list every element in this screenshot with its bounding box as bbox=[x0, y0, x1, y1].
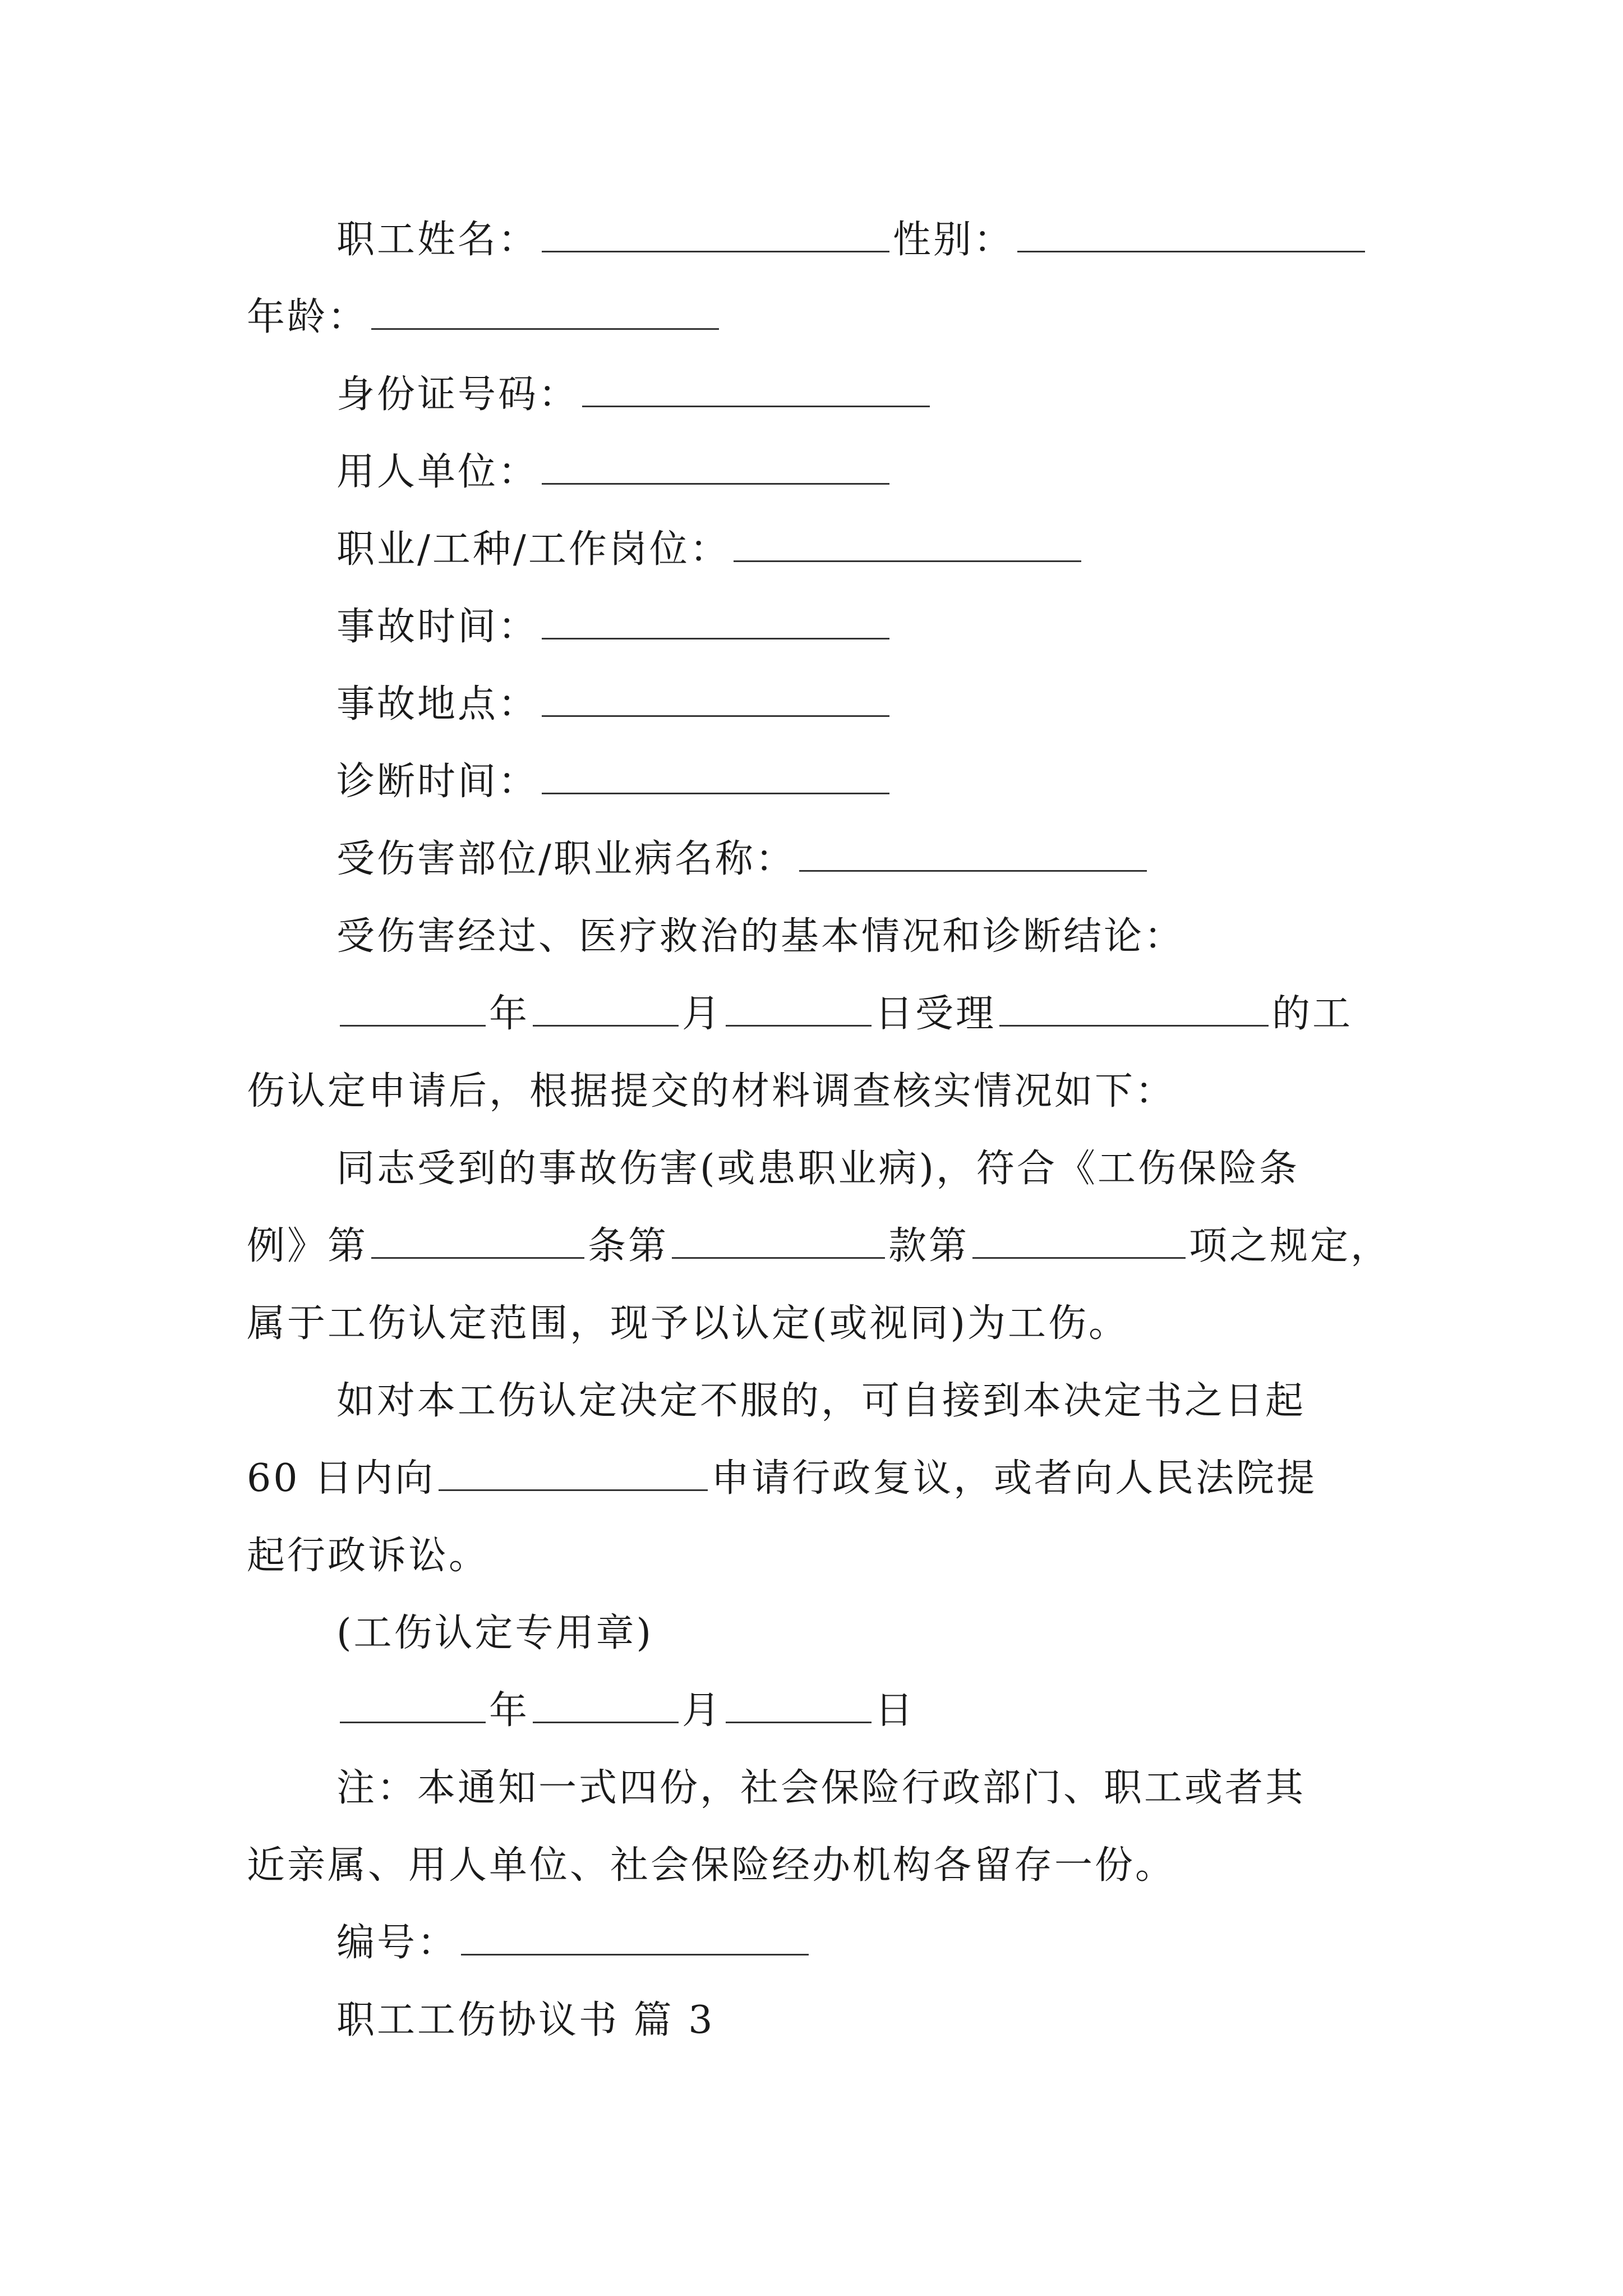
accident-time-label: 事故时间： bbox=[336, 605, 539, 649]
decision-year-blank bbox=[340, 991, 486, 1027]
decision-text-2: 伤认定申请后，根据提交的材料调查核实情况如下： bbox=[247, 1069, 1176, 1114]
injury-blank bbox=[799, 836, 1147, 872]
decision-day-blank bbox=[726, 991, 872, 1027]
id-blank bbox=[582, 372, 930, 407]
note-line-2 bbox=[247, 1839, 1175, 1893]
note-line-1 bbox=[336, 1761, 1306, 1815]
employer-blank bbox=[542, 449, 889, 485]
decision-tail: 的工 bbox=[1272, 992, 1353, 1036]
para3-text-3: 起行政诉讼。 bbox=[247, 1534, 490, 1578]
section-title: 职工工伤协议书 篇 3 bbox=[336, 1998, 715, 2042]
para3-line-1 bbox=[336, 1374, 1306, 1428]
injury-label: 受伤害部位/职业病名称： bbox=[336, 837, 796, 881]
para2-text-3: 属于工伤认定范围，现予以认定(或视同)为工伤。 bbox=[247, 1301, 1129, 1346]
gender-blank bbox=[1017, 217, 1365, 252]
accident-place-blank bbox=[542, 682, 889, 717]
decision-year-label: 年 bbox=[489, 992, 530, 1036]
age-line bbox=[247, 291, 722, 344]
seal-day-blank bbox=[726, 1688, 872, 1723]
para3-line-2 bbox=[247, 1452, 1317, 1506]
seal-line bbox=[336, 1607, 653, 1660]
para2-line-3 bbox=[247, 1297, 1129, 1351]
seal-year-label: 年 bbox=[489, 1688, 530, 1733]
para3-text-a: 60 日内向 bbox=[247, 1456, 436, 1501]
accident-time-line bbox=[336, 600, 893, 654]
name-label: 职工姓名： bbox=[336, 218, 539, 262]
accident-place-line bbox=[336, 678, 893, 731]
para2-text-c: 款第 bbox=[888, 1224, 970, 1268]
para2-line-1 bbox=[336, 1142, 1299, 1196]
decision-line-2 bbox=[247, 1065, 1175, 1119]
accident-place-label: 事故地点： bbox=[336, 682, 539, 726]
para3-text-1: 如对本工伤认定决定不服的，可自接到本决定书之日起 bbox=[336, 1379, 1306, 1423]
employer-label: 用人单位： bbox=[336, 450, 539, 494]
item-blank bbox=[972, 1223, 1186, 1259]
job-blank bbox=[734, 527, 1081, 562]
para2-text-b: 条第 bbox=[588, 1224, 669, 1268]
para2-text-d: 项之规定， bbox=[1189, 1224, 1391, 1268]
decision-date-line bbox=[336, 987, 1353, 1041]
diagnosis-time-label: 诊断时间： bbox=[336, 760, 539, 804]
id-label: 身份证号码： bbox=[336, 372, 579, 417]
id-line bbox=[336, 368, 933, 422]
process-label: 受伤害经过、医疗救治的基本情况和诊断结论： bbox=[336, 914, 1185, 959]
age-blank bbox=[371, 295, 719, 330]
section-title-line bbox=[336, 1994, 715, 2047]
number-line bbox=[336, 1916, 812, 1970]
diagnosis-time-line bbox=[336, 755, 893, 809]
seal-month-blank bbox=[533, 1688, 679, 1723]
para2-text-1: 同志受到的事故伤害(或患职业病)，符合《工伤保险条 bbox=[336, 1147, 1300, 1191]
clause-blank bbox=[672, 1223, 885, 1259]
para2-text-a: 例》第 bbox=[247, 1224, 368, 1268]
job-line bbox=[336, 523, 1085, 577]
seal-day-label: 日 bbox=[875, 1688, 916, 1733]
seal-date-line bbox=[336, 1684, 915, 1738]
job-label: 职业/工种/工作岗位： bbox=[336, 527, 730, 572]
seal-year-blank bbox=[340, 1688, 486, 1723]
gender-label: 性别： bbox=[893, 218, 1015, 262]
review-org-blank bbox=[439, 1456, 708, 1491]
decision-month-blank bbox=[533, 991, 679, 1027]
accident-time-blank bbox=[542, 604, 889, 639]
para2-line-2 bbox=[247, 1220, 1391, 1273]
employer-line bbox=[336, 445, 893, 499]
decision-org-blank bbox=[999, 991, 1269, 1027]
name-blank bbox=[542, 217, 889, 252]
seal-text: (工伤认定专用章) bbox=[336, 1611, 654, 1655]
decision-month-label: 月 bbox=[682, 992, 723, 1036]
note-text-1: 注：本通知一式四份，社会保险行政部门、职工或者其 bbox=[336, 1766, 1306, 1810]
name-gender-line bbox=[336, 213, 1368, 267]
para3-line-3 bbox=[247, 1529, 489, 1583]
process-line bbox=[336, 910, 1184, 964]
seal-month-label: 月 bbox=[682, 1688, 723, 1733]
number-label: 编号： bbox=[336, 1921, 458, 1965]
number-blank bbox=[461, 1920, 809, 1955]
article-blank bbox=[371, 1223, 584, 1259]
diagnosis-time-blank bbox=[542, 759, 889, 794]
age-label: 年龄： bbox=[247, 295, 368, 339]
decision-accept-label: 日受理 bbox=[875, 992, 997, 1036]
para3-text-b: 申请行政复议，或者向人民法院提 bbox=[711, 1456, 1317, 1501]
note-text-2: 近亲属、用人单位、社会保险经办机构各留存一份。 bbox=[247, 1843, 1176, 1888]
injury-line bbox=[336, 832, 1150, 886]
